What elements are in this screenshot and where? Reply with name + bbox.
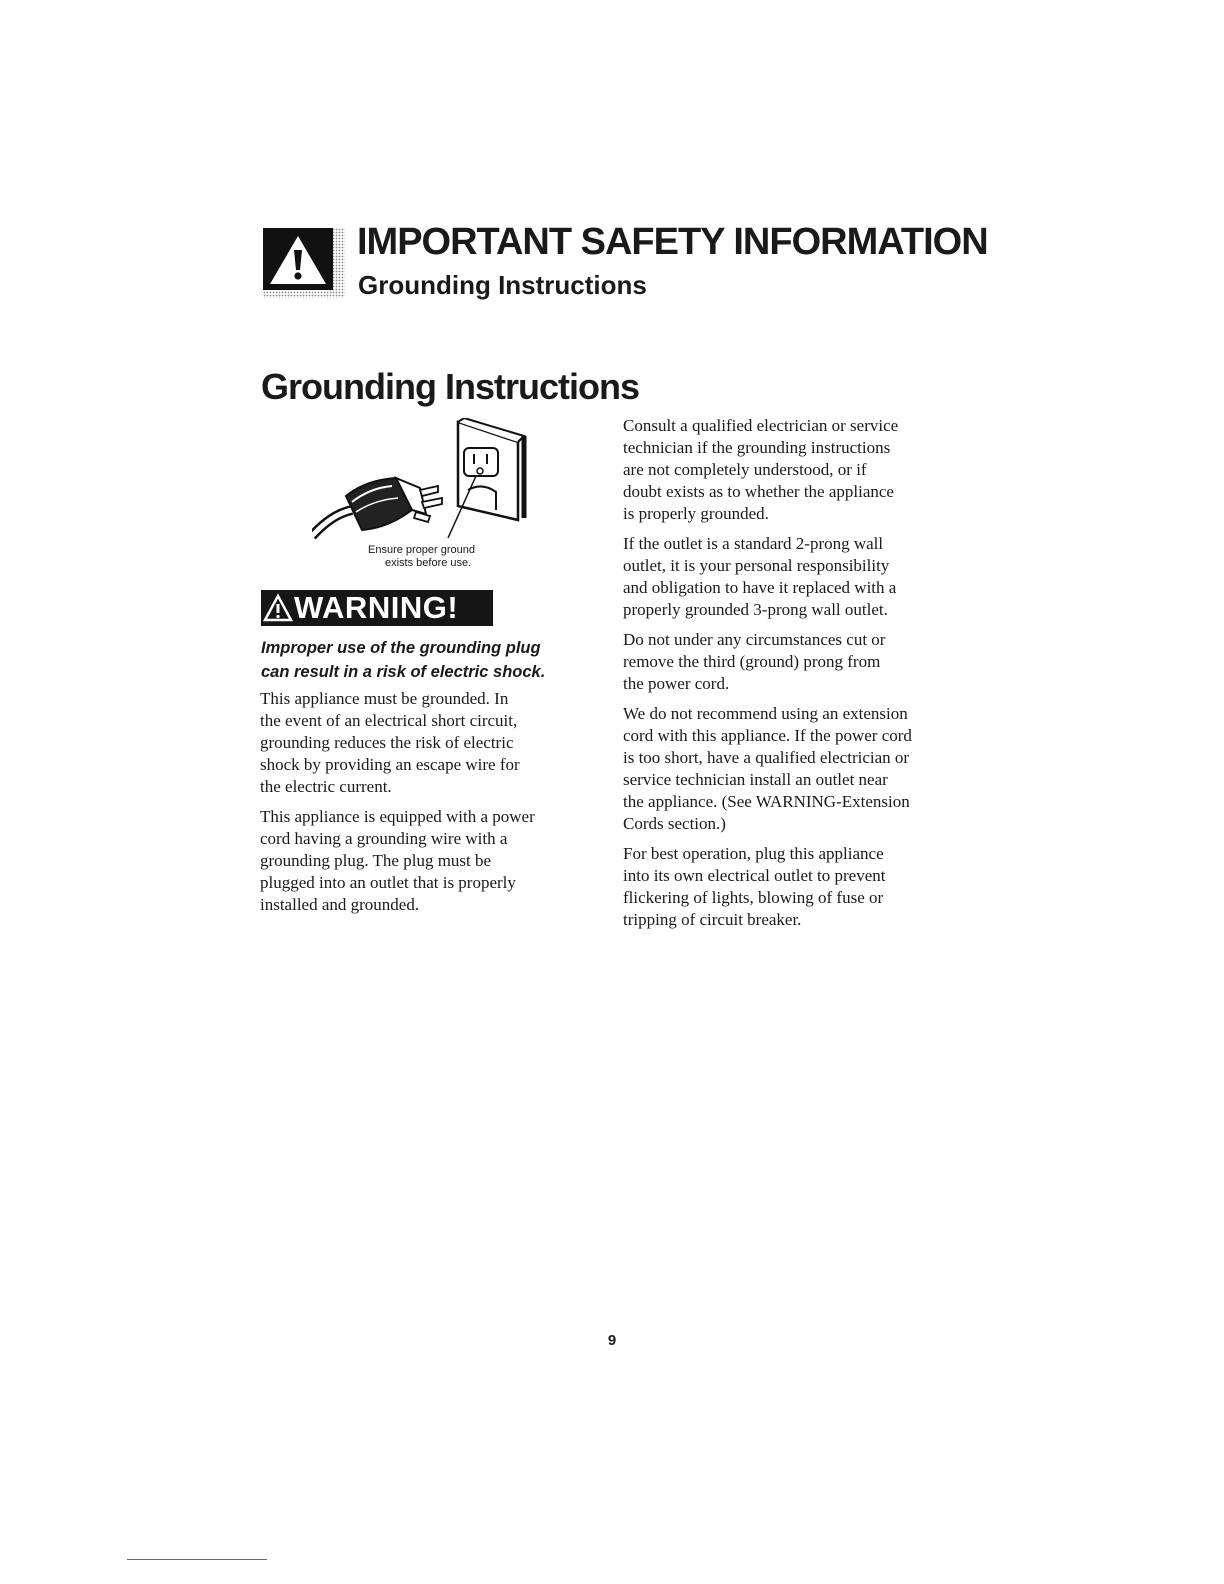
text-line: the power cord. bbox=[623, 674, 730, 693]
page-header-title: IMPORTANT SAFETY INFORMATION bbox=[357, 221, 988, 263]
left-column bbox=[260, 688, 600, 924]
paragraph bbox=[260, 806, 600, 916]
text-line: installed and grounded. bbox=[260, 895, 420, 914]
text-line: flickering of lights, blowing of fuse or bbox=[623, 888, 884, 907]
text-line: service technician install an outlet near bbox=[623, 770, 888, 789]
caution-triangle-icon bbox=[263, 228, 345, 298]
warning-statement-line: Improper use of the grounding plug bbox=[261, 639, 541, 657]
text-line: plugged into an outlet that is properly bbox=[260, 873, 516, 892]
paragraph bbox=[623, 843, 963, 931]
text-line: the event of an electrical short circuit, bbox=[260, 711, 518, 730]
text-line: cord having a grounding wire with a bbox=[260, 829, 508, 848]
grounded-plug-outlet-illustration bbox=[312, 418, 548, 550]
warning-statement-line: can result in a risk of electric shock. bbox=[261, 663, 546, 681]
text-line: into its own electrical outlet to prevent bbox=[623, 866, 886, 885]
text-line: outlet, it is your personal responsibility bbox=[623, 556, 890, 575]
text-line: grounding reduces the risk of electric bbox=[260, 733, 514, 752]
paragraph bbox=[260, 688, 600, 798]
text-line: This appliance is equipped with a power bbox=[260, 807, 535, 826]
figure-caption bbox=[368, 544, 528, 570]
section-title: Grounding Instructions bbox=[261, 366, 639, 407]
figure-caption-line: Ensure proper ground bbox=[368, 544, 476, 556]
page-number: 9 bbox=[607, 1332, 617, 1349]
text-line: technician if the grounding instructions bbox=[623, 438, 891, 457]
warning-statement bbox=[261, 636, 581, 684]
text-line: are not completely understood, or if bbox=[623, 460, 867, 479]
text-line: Consult a qualified electrician or service bbox=[623, 416, 899, 435]
text-line: This appliance must be grounded. In bbox=[260, 689, 509, 708]
text-line: is properly grounded. bbox=[623, 504, 769, 523]
right-column bbox=[623, 415, 963, 939]
text-line: tripping of circuit breaker. bbox=[623, 910, 802, 929]
warning-triangle-icon bbox=[263, 593, 293, 623]
paragraph bbox=[623, 629, 963, 695]
text-line: Do not under any circumstances cut or bbox=[623, 630, 886, 649]
paragraph bbox=[623, 415, 963, 525]
text-line: We do not recommend using an extension bbox=[623, 704, 908, 723]
divider bbox=[127, 1559, 267, 1560]
figure-caption-line: exists before use. bbox=[385, 557, 472, 569]
text-line: doubt exists as to whether the appliance bbox=[623, 482, 894, 501]
text-line: the appliance. (See WARNING-Extension bbox=[623, 792, 910, 811]
text-line: the electric current. bbox=[260, 777, 392, 796]
text-line: remove the third (ground) prong from bbox=[623, 652, 881, 671]
page-header-subtitle: Grounding Instructions bbox=[358, 270, 647, 300]
text-line: If the outlet is a standard 2-prong wall bbox=[623, 534, 884, 553]
text-line: shock by providing an escape wire for bbox=[260, 755, 520, 774]
text-line: Cords section.) bbox=[623, 814, 726, 833]
text-line: properly grounded 3-prong wall outlet. bbox=[623, 600, 888, 619]
text-line: grounding plug. The plug must be bbox=[260, 851, 492, 870]
text-line: For best operation, plug this appliance bbox=[623, 844, 884, 863]
text-line: and obligation to have it replaced with a bbox=[623, 578, 897, 597]
text-line: is too short, have a qualified electrician or bbox=[623, 748, 910, 767]
warning-label: WARNING! bbox=[294, 590, 459, 625]
paragraph bbox=[623, 533, 963, 621]
warning-banner bbox=[261, 590, 493, 626]
paragraph bbox=[623, 703, 963, 835]
text-line: cord with this appliance. If the power cord bbox=[623, 726, 912, 745]
